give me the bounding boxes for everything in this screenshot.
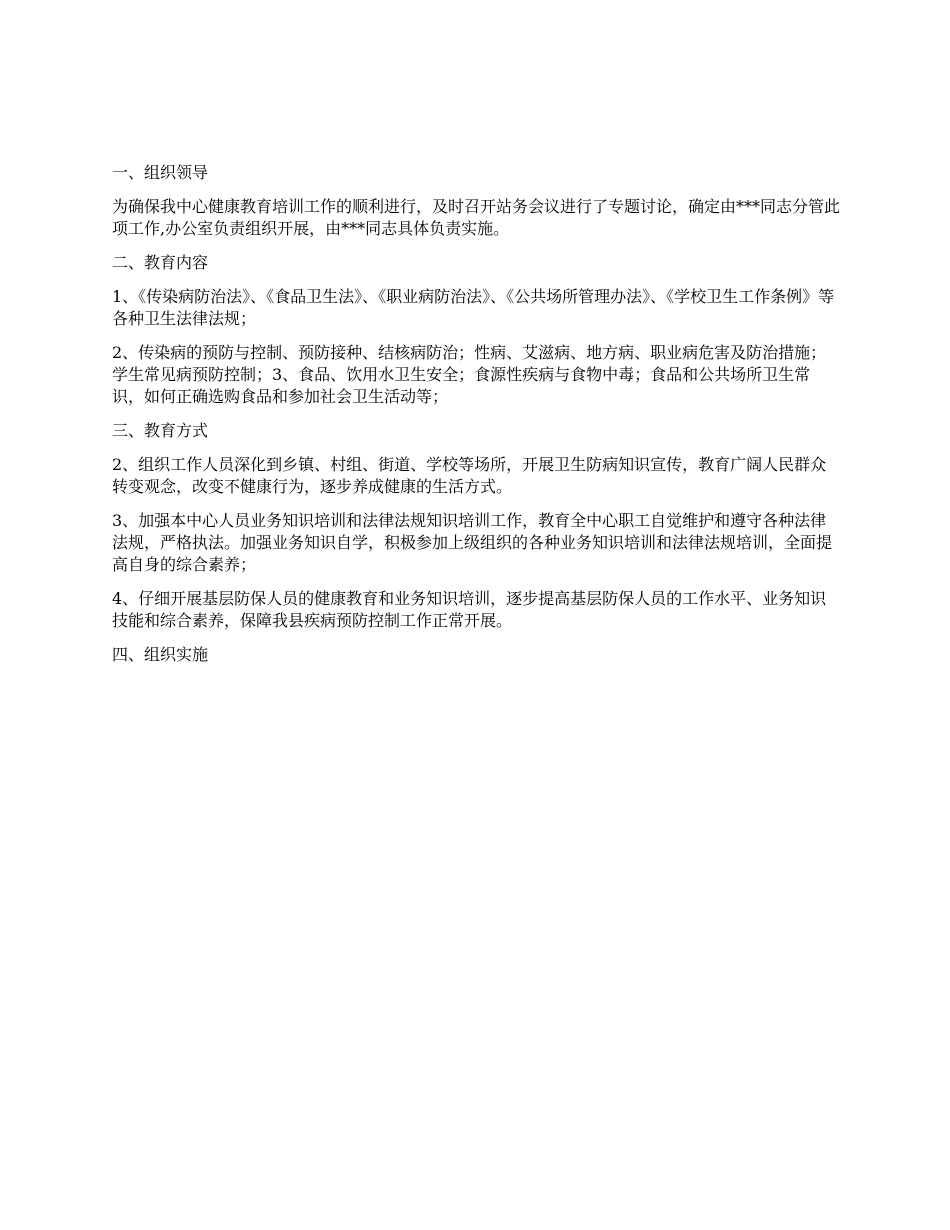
section-heading-implementation: 四、组织实施 <box>112 645 209 664</box>
paragraph-methods-2: 2、组织工作人员深化到乡镇、村组、街道、学校等场所，开展卫生防病知识宣传，教育广阔人民群众转变观念，改变不健康行为，逐步养成健康的生活方式。 <box>112 455 827 496</box>
paragraph-methods-4: 4、仔细开展基层防保人员的健康教育和业务知识培训，逐步提高基层防保人员的工作水平、业务知识技能和综合素养，保障我县疾病预防控制工作正常开展。 <box>112 589 827 630</box>
paragraph-content-1: 1、《传染病防治法》、《食品卫生法》、《职业病防治法》、《公共场所管理办法》、《学校卫生工作条例》等各种卫生法律法规； <box>112 287 835 328</box>
section-heading-organization: 一、组织领导 <box>112 163 209 182</box>
paragraph-content-2: 2、传染病的预防与控制、预防接种、结核病防治；性病、艾滋病、地方病、职业病危害及防治措施；学生常见病预防控制；3、食品、饮用水卫生安全；食源性疾病与食物中毒；食品和公共场所卫生常识，如何正确选购食品和参加社会卫生活动等； <box>112 343 827 406</box>
section-heading-methods: 三、教育方式 <box>112 421 209 440</box>
section-heading-content: 二、教育内容 <box>112 253 209 272</box>
paragraph-methods-3: 3、加强本中心人员业务知识培训和法律法规知识培训工作，教育全中心职工自觉维护和遵守各种法律法规，严格执法。加强业务知识自学，积极参加上级组织的各种业务知识培训和法律法规培训，全面提高自身的综合素养； <box>112 511 833 574</box>
paragraph-organization: 为确保我中心健康教育培训工作的顺利进行，及时召开站务会议进行了专题讨论，确定由***同志分管此项工作,办公室负责组织开展，由***同志具体负责实施。 <box>112 197 841 238</box>
document-body <box>112 162 840 678</box>
